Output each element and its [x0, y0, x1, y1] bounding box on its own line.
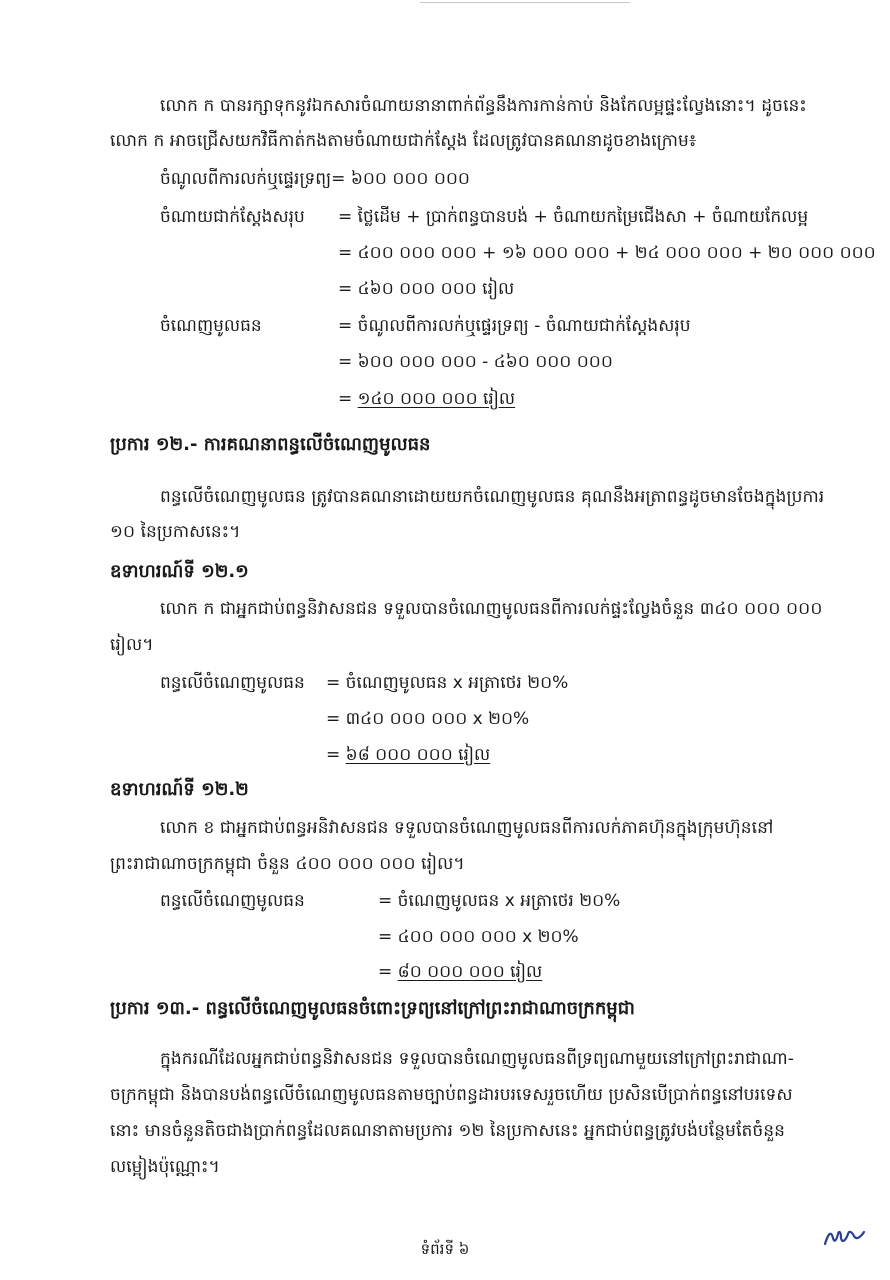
example-12-1-line-2: រៀល។ — [110, 635, 154, 655]
example-12-2-heading: ឧទាហរណ៍ទី ១២.២ — [110, 779, 249, 800]
example-12-1-heading: ឧទាហរណ៍ទី ១២.១ — [110, 561, 249, 582]
example-12-2-result: ៨០ ០០០ ០០០ រៀល — [397, 962, 543, 982]
example-12-2-line-2: ព្រះរាជាណាចក្រកម្ពុជា ចំនួន ៤០០ ០០០ ០០០ រៀល។ — [110, 854, 465, 874]
section-13-line-4: លម្អៀងប៉ុណ្ណោះ។ — [110, 1157, 220, 1177]
section-13-line-2: ចក្រកម្ពុជា និងបានបង់ពន្ធលើចំណេញមូលធនតាមច្បាប់ពន្ធដារបរទេសរួចហើយ ប្រសិនបើប្រាក់ពន្ធនៅបរទេស — [110, 1085, 793, 1105]
section-12-line-2: ១០ នៃប្រកាសនេះ។ — [110, 522, 241, 542]
gain-total: ១៤០ ០០០ ០០០ រៀល — [357, 389, 516, 409]
example-12-1-line-1: លោក ក ជាអ្នកជាប់ពន្ធនិវាសនជន ទទួលបានចំណេញមូលធនពីការលក់ផ្ទះល្វែងចំនួន ៣៤០ ០០០ ០០០ — [160, 599, 823, 619]
cost-numbers: = ៤០០ ០០០ ០០០ + ១៦ ០០០ ០០០ + ២៤ ០០០ ០០០ + ២០ ០០០ ០០០ — [338, 243, 876, 263]
proceeds-label: ចំណូលពីការលក់ឬផ្ទេរទ្រព្យ — [160, 169, 332, 189]
intro-line-1: លោក ក បានរក្សាទុកនូវឯកសារចំណាយនានាពាក់ព័ន្ធនឹងការកាន់កាប់ និងកែលម្អផ្ទះល្វែងនោះ។ ដូចនេះ — [160, 96, 807, 116]
cost-total: = ៤៦០ ០០០ ០០០ រៀល — [338, 279, 515, 299]
section-13-line-3: នោះ មានចំនួនតិចជាងប្រាក់ពន្ធដែលគណនាតាមប្រការ ១២ នៃប្រកាសនេះ អ្នកជាប់ពន្ធត្រូវបង់បន្ថែមតែចំនួន — [110, 1121, 786, 1141]
example-12-2-line-1: លោក ខ ជាអ្នកជាប់ពន្ធអនិវាសនជន ទទួលបានចំណេញមូលធនពីការលក់ភាគហ៊ុនក្នុងក្រុមហ៊ុននៅ — [160, 818, 774, 838]
intro-line-2: លោក ក អាចជ្រើសយកវិធីកាត់កងតាមចំណាយជាក់ស្តែង ដែលត្រូវបានគណនាដូចខាងក្រោម៖ — [110, 131, 697, 151]
example-12-1-numbers: = ៣៤០ ០០០ ០០០ x ២០% — [326, 709, 530, 729]
example-12-2-result-eq: = — [378, 962, 398, 982]
gain-eq: = — [338, 389, 358, 409]
proceeds-row — [160, 168, 470, 190]
example-12-2-tax-label: ពន្ធលើចំណេញមូលធន — [160, 891, 305, 911]
gain-label: ចំណេញមូលធន — [160, 316, 262, 336]
gain-formula: = ចំណូលពីការលក់ឬផ្ទេរទ្រព្យ - ចំណាយជាក់ស្តែងសរុប — [338, 316, 691, 336]
example-12-2-formula: = ចំណេញមូលធន x អត្រាថេរ ២០% — [378, 891, 621, 911]
section-12-heading: ប្រការ ១២.- ការគណនាពន្ធលើចំណេញមូលធន — [110, 434, 431, 455]
top-edge-line — [420, 2, 630, 3]
example-12-1-result-row — [326, 744, 490, 766]
initial-signature-mark — [822, 1220, 868, 1250]
example-12-1-result-eq: = — [326, 745, 346, 765]
cost-formula: = ថ្លៃដើម + ប្រាក់ពន្ធបានបង់ + ចំណាយកម្រៃជើងសា + ចំណាយកែលម្អ — [338, 207, 809, 227]
cost-label: ចំណាយជាក់ស្តែងសរុប — [160, 207, 305, 227]
example-12-1-result: ៦៨ ០០០ ០០០ រៀល — [345, 745, 491, 765]
section-13-heading: ប្រការ ១៣.- ពន្ធលើចំណេញមូលធនចំពោះទ្រព្យនៅក្រៅព្រះរាជាណាចក្រកម្ពុជា — [110, 998, 635, 1019]
example-12-1-tax-label: ពន្ធលើចំណេញមូលធន — [160, 673, 305, 693]
example-12-2-numbers: = ៤០០ ០០០ ០០០ x ២០% — [378, 927, 579, 947]
section-13-line-1: ក្នុងករណីដែលអ្នកជាប់ពន្ធនិវាសនជន ទទួលបានចំណេញមូលធនពីទ្រព្យណាមួយនៅក្រៅព្រះរាជាណា- — [160, 1049, 794, 1069]
section-12-line-1: ពន្ធលើចំណេញមូលធន ត្រូវបានគណនាដោយយកចំណេញមូលធន គុណនឹងអត្រាពន្ធដូចមានចែងក្នុងប្រការ — [160, 487, 825, 507]
gain-total-row — [338, 388, 515, 410]
example-12-1-formula: = ចំណេញមូលធន x អត្រាថេរ ២០% — [326, 673, 569, 693]
example-12-2-result-row — [378, 961, 542, 983]
proceeds-value: = ៦០០ ០០០ ០០០ — [331, 169, 470, 189]
page-number: ទំព័រទី ៦ — [420, 1240, 470, 1258]
gain-numbers: = ៦០០ ០០០ ០០០ - ៤៦០ ០០០ ០០០ — [338, 352, 613, 372]
